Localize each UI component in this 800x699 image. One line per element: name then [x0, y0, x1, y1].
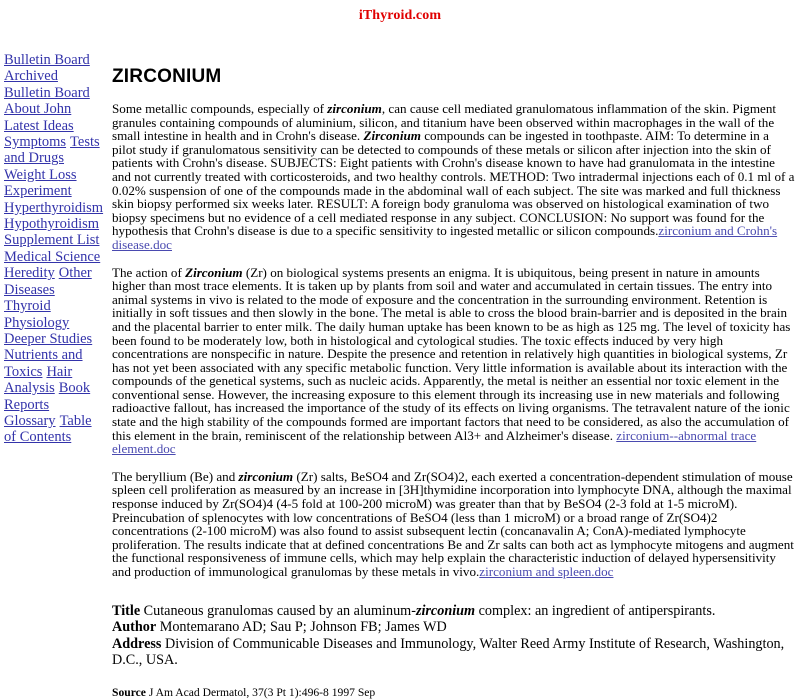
- sidebar-item-tests-and-drugs[interactable]: Tests and Drugs: [4, 134, 100, 167]
- sidebar-item-supplement-list[interactable]: Supplement List: [4, 232, 100, 249]
- citation-address-label: Address: [112, 635, 162, 652]
- sidebar-nav: [0, 26, 104, 446]
- emphasis-text: zirconium: [238, 468, 294, 484]
- site-header: [0, 0, 800, 26]
- paragraph-text: The action of: [112, 264, 186, 280]
- emphasis-text: Zirconium: [363, 128, 421, 144]
- paragraph-crohns: [112, 102, 796, 252]
- citation-address-row: [112, 636, 796, 669]
- sidebar-item-symptoms[interactable]: Symptoms: [4, 134, 67, 151]
- sidebar-item-hyperthyroidism[interactable]: Hyperthyroidism: [4, 199, 104, 216]
- main-content: [104, 26, 800, 699]
- citation-address-value: Division of Communicable Diseases and Immunology, Walter Reed Army Institute of Research, Washington, D.C., USA.: [112, 635, 785, 669]
- document-link[interactable]: zirconium and Crohn's disease.doc: [112, 223, 778, 252]
- citation-title-pre: Cutaneous granulomas caused by an aluminum-: [143, 602, 416, 619]
- sidebar-item-latest-ideas[interactable]: Latest Ideas: [4, 117, 74, 134]
- sidebar-item-table-of-contents[interactable]: Table of Contents: [4, 412, 92, 446]
- citation-source-row: [112, 686, 796, 699]
- sidebar-item-glossary[interactable]: Glossary: [4, 412, 56, 429]
- paragraph-text: Some metallic compounds, especially of: [112, 101, 328, 116]
- paragraph-biology: [112, 266, 796, 456]
- sidebar-item-deeper-studies[interactable]: Deeper Studies: [4, 330, 93, 347]
- paragraph-text: compounds can be ingested in toothpaste. AIM: To determine in a pilot study if granulomatous sensitivity can be detected to compounds of these metals or silicon after injection into the skin of patients with Crohn's disease. SUBJECTS: Eight patients with Crohn's disease known to have had granulomata in the intestine and not currently treated with corticosteroids, and two healthy controls. METHOD: Two intradermal injections each of 0.1 ml of a 0.02% suspension of one of the compounds made in the abdominal wall of each subject. The site was marked and full thickness skin biopsy performed six weeks later. RESULT: A foreign body granuloma was observed on histological examination of two biopsy specimens but no evidence of a cell mediated response in any subject. CONCLUSION: No support was found for the hypothesis that Crohn's disease is due to a specific sensitivity to ingested metallic or silicon compounds.: [112, 128, 795, 239]
- sidebar-item-thyroid-physiology[interactable]: Thyroid Physiology: [4, 298, 70, 331]
- citation-title-label: Title: [112, 602, 141, 619]
- citation-title-row: [112, 603, 796, 620]
- paragraph-text: The beryllium (Be) and: [112, 468, 239, 484]
- citation-source-label: Source: [112, 685, 146, 699]
- sidebar-item-book-reports[interactable]: Book Reports: [4, 380, 91, 413]
- page-title: ZIRCONIUM: [112, 66, 222, 87]
- document-link[interactable]: zirconium and spleen.doc: [479, 564, 614, 579]
- citation-author-label: Author: [112, 619, 157, 636]
- sidebar-item-heredity[interactable]: Heredity: [4, 265, 55, 282]
- citation-author-row: [112, 619, 796, 636]
- citation-block: [112, 603, 796, 669]
- sidebar-item-other-diseases[interactable]: Other Diseases: [4, 265, 92, 298]
- sidebar-item-archived-bulletin-board[interactable]: Archived Bulletin Board: [4, 68, 90, 101]
- sidebar-item-bulletin-board[interactable]: Bulletin Board: [4, 52, 90, 68]
- citation-title-post: complex: an ingredient of antiperspirants.: [475, 602, 716, 619]
- paragraph-text: (Zr) on biological systems presents an enigma. It is ubiquitous, being present in nature in amounts higher than most trace elements. It is taken up by plants from soil and water and accumulated in certain tissues. The entry into animal systems in vivo is related to the mode of exposure and the concentration in the surrounding environment. Retention is initially in soft tissues and then slowly in the bone. The metal is able to cross the blood brain-barrier and is deposited in the brain and the placental barrier to enter milk. The daily human uptake has been known to be as high as 125 mg. The level of toxicity has been found to be moderately low, both in histological and cytological studies. The toxic effects induced by very high concentrations are nonspecific in nature. Despite the presence and retention in relatively high quantities in biological systems, Zr has not yet been associated with any specific metabolic function. Very little information is available about its interaction with the compounds of the genetical systems, such as nucleic acids. Apparently, the metal is neither an essential nor toxic element in the conventional sense. However, the increasing exposure to this element through its increasing use in new materials and following radioactive fallout, has increased the importance of the study of its effects on living organisms. The tetravalent nature of the ionic state and the high stability of the compounds formed are important factors that need to be considered, as also the accumulation of this element in the brain, reminiscent of the relationship between Al3+ and Alzheimer's disease.: [112, 264, 791, 443]
- sidebar-item-about-john[interactable]: About John: [4, 101, 72, 118]
- citation-source-value: J Am Acad Dermatol, 37(3 Pt 1):496-8 1997 Sep: [148, 685, 376, 699]
- site-title: iThyroid.com: [358, 8, 442, 23]
- page-wrap: [0, 26, 800, 699]
- paragraph-text: , can cause cell mediated granulomatous inflammation of the skin. Pigment granules containing compounds of aluminium, silicon, and titanium have been observed within macrophages in the wall of the small intestine in health and in Crohn's disease.: [112, 101, 777, 144]
- paragraph-text: (Zr) salts, BeSO4 and Zr(SO4)2, each exerted a concentration-dependent stimulation of mouse spleen cell proliferation as measured by an increase in [3H]thymidine incorporation into lymphocyte DNA, although the maximal response induced by Zr(SO4)4 (4-5 fold at 100-200 microM) was greater than that by BeSO4 (2-3 fold at 1-5 microM). Preincubation of splenocytes with low concentrations of BeSO4 (less than 1 microM) or a broad range of Zr(SO4)2 concentrations (2-100 microM) was also found to assist subsequent lectin (concanavalin A; ConA)-mediated lymphocyte proliferation. The results indicate that at defined concentrations Be and Zr salts can both act as lymphocyte mitogens and augment the functional responsiveness of immune cells, which may help explain the characteristic induction of delayed hypersensitivity and production of immunological granulomas by these metals in vivo.: [112, 468, 794, 579]
- sidebar-item-weight-loss-experiment[interactable]: Weight Loss Experiment: [4, 166, 77, 200]
- document-link[interactable]: zirconium--abnormal trace element.doc: [112, 427, 757, 457]
- sidebar-item-hair-analysis[interactable]: Hair Analysis: [4, 363, 73, 397]
- emphasis-text: zirconium: [327, 101, 382, 116]
- sidebar-item-hypothyroidism[interactable]: Hypothyroidism: [4, 216, 100, 233]
- sidebar-item-medical-science[interactable]: Medical Science: [4, 248, 101, 265]
- sidebar-item-nutrients-and-toxics[interactable]: Nutrients and Toxics: [4, 347, 83, 380]
- citation-title-emph: zirconium: [415, 602, 476, 619]
- emphasis-text: Zirconium: [185, 264, 243, 280]
- citation-author-value: Montemarano AD; Sau P; Johnson FB; James WD: [159, 619, 447, 636]
- paragraph-beryllium: [112, 470, 796, 579]
